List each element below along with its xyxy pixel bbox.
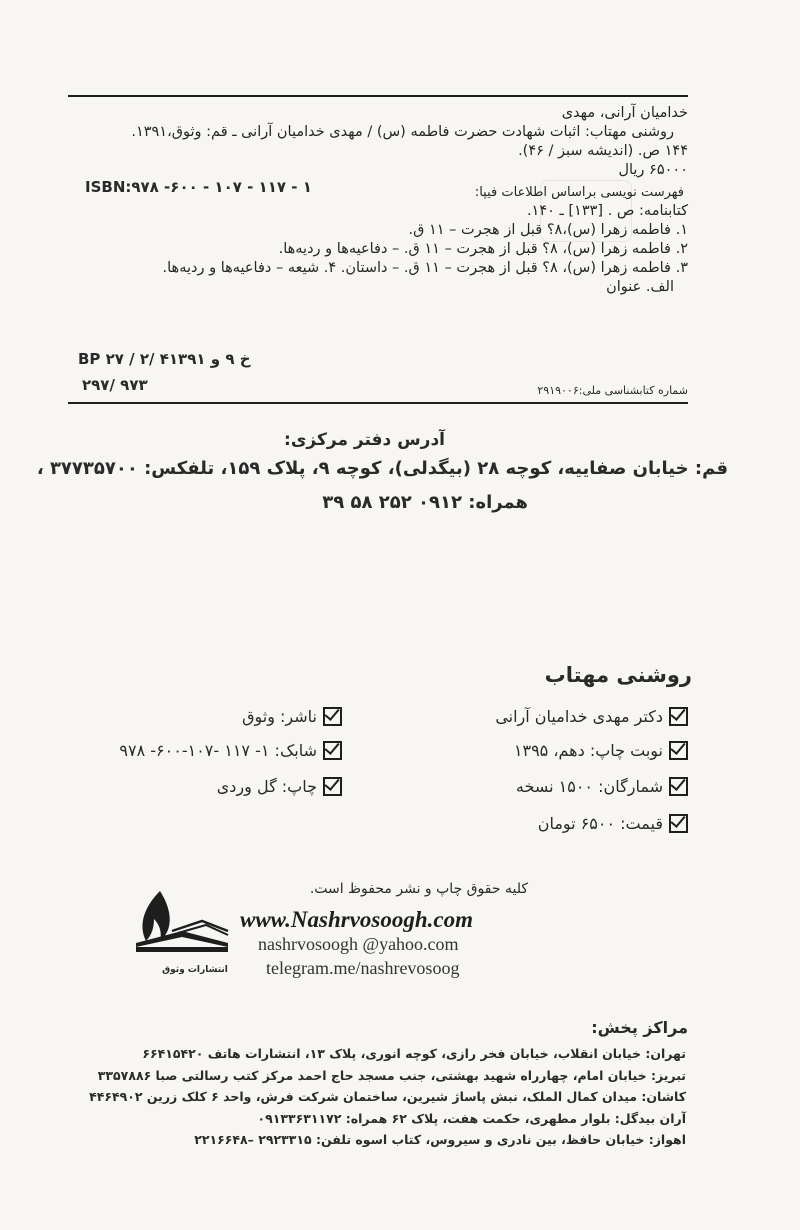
- distribution-center: آران بیدگل: بلوار مطهری، حکمت هفت، پلاک ۶۲ همراه: ۰۹۱۳۳۶۳۱۱۷۲: [257, 1110, 686, 1126]
- book-title: روشنی مهتاب: [544, 663, 692, 687]
- distribution-center: تهران: خیابان انقلاب، خیابان فخر رازی، کوچه انوری، پلاک ۱۳، انتشارات هاتف ۶۶۴۱۵۴۲۰: [142, 1046, 686, 1061]
- website-link[interactable]: www.Nashrvosoogh.com: [240, 907, 474, 932]
- cip-subject-1: ۱. فاطمه زهرا (س)،۸؟ قبل از هجرت – ۱۱ ق.: [408, 222, 688, 238]
- detail-edition: نوبت چاپ: دهم، ۱۳۹۵: [514, 741, 688, 760]
- rights-notice: کلیه حقوق چاپ و نشر محفوظ است.: [309, 881, 528, 897]
- detail-price: قیمت: ۶۵۰۰ تومان: [538, 814, 688, 833]
- checkbox-icon: [669, 777, 688, 796]
- cip-price: ۶۵۰۰۰ ریال: [618, 162, 688, 178]
- cip-fipa: فهرست نویسی براساس اطلاعات فیپا:: [474, 185, 684, 200]
- detail-isbn: شابک: ۱- ۱۱۷ -۱۰۷-۶۰۰- ۹۷۸: [119, 741, 342, 760]
- cip-block: [68, 104, 688, 297]
- address-mobile: همراه: ۰۹۱۲ ۲۵۲ ۵۸ ۳۹: [322, 492, 528, 513]
- cip-bibliography: کتابنامه: ص . [۱۳۳] ـ ۱۴۰.: [526, 203, 688, 219]
- cip-subject-3: ۳. فاطمه زهرا (س)، ۸؟ قبل از هجرت – ۱۱ ق. – داستان. ۴. شیعه – دفاعیه‌ها و ردیه‌ها.: [162, 260, 688, 276]
- distribution-center: اهواز: خیابان حافظ، بین نادری و سیروس، کتاب اسوه تلفن: ۲۹۲۳۳۱۵ –۲۲۱۶۶۴۸: [194, 1132, 686, 1147]
- logo-caption: انتشارات وثوق: [162, 965, 228, 975]
- detail-printer: چاپ: گل وردی: [217, 777, 342, 796]
- checkbox-icon: [323, 777, 342, 796]
- detail-publisher: ناشر: وثوق: [242, 707, 342, 726]
- checkbox-icon: [323, 707, 342, 726]
- checkbox-icon: [669, 707, 688, 726]
- cip-title: روشنی مهتاب: اثبات شهادت حضرت فاطمه (س) / مهدی خدامیان آرانی ـ قم: وثوق،۱۳۹۱.: [131, 124, 674, 140]
- detail-author: دکتر مهدی خدامیان آرانی: [495, 707, 688, 726]
- class-bp: BP ۲۷ / ۲/ ۴خ ۹ و ۱۳۹۱: [78, 350, 251, 368]
- national-number: شماره کتابشناسی ملی:۲۹۱۹۰۰۶: [537, 384, 688, 397]
- distribution-title: مراکز پخش:: [591, 1018, 688, 1037]
- distribution-center: تبریز: خیابان امام، چهارراه شهید بهشتی، جنب مسجد حاج احمد مرکز کتب رسالتی صبا ۳۳۵۷۸۸۶: [97, 1067, 686, 1083]
- publisher-logo-icon: [132, 885, 232, 965]
- checkbox-icon: [669, 741, 688, 760]
- telegram-link[interactable]: telegram.me/nashrevosoog: [266, 958, 460, 978]
- isbn: ISBN:۹۷۸ -۶۰۰ - ۱۰۷ - ۱۱۷ - ۱: [85, 178, 312, 196]
- top-rule: [68, 95, 688, 97]
- address-line: قم: خیابان صفاییه، کوچه ۲۸ (بیگدلی)، کوچه ۹، پلاک ۱۵۹، تلفکس: ۳۷۷۳۵۷۰۰ ،: [36, 458, 728, 479]
- cip-author: خدامیان آرانی، مهدی: [561, 105, 688, 121]
- checkbox-icon: [323, 741, 342, 760]
- distribution-center: کاشان: میدان کمال الملک، نبش پاساژ شیرین، ساختمان شرکت فرش، واحد ۶ کلک زرین ۴۴۶۴۹۰۲: [89, 1089, 686, 1104]
- distribution-list: [89, 1043, 686, 1151]
- checkbox-icon: [669, 814, 688, 833]
- cip-pages: ۱۴۴ ص. (اندیشه سبز / ۴۶).: [518, 143, 688, 159]
- cip-bottom-rule: [68, 402, 688, 404]
- detail-print-run: شمارگان: ۱۵۰۰ نسخه: [516, 777, 688, 796]
- class-dewey: ۲۹۷/ ۹۷۳: [82, 376, 148, 394]
- cip-title-entry: الف. عنوان: [606, 279, 674, 295]
- cip-subject-2: ۲. فاطمه زهرا (س)، ۸؟ قبل از هجرت – ۱۱ ق. – دفاعیه‌ها و ردیه‌ها.: [278, 241, 688, 257]
- address-title: آدرس دفتر مرکزی:: [284, 430, 445, 450]
- email-link[interactable]: nashrvosoogh @yahoo.com: [258, 934, 459, 954]
